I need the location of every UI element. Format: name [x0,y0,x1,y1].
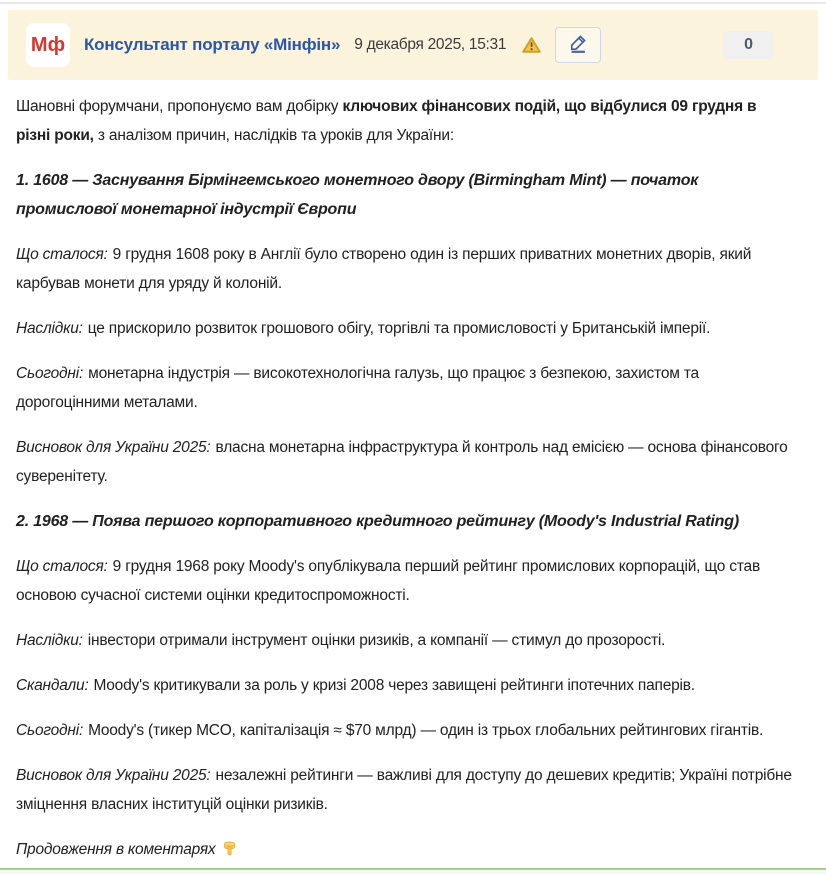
forum-post [8,10,818,867]
footer-text: Продовження в коментарях [16,841,216,858]
intro-text-before: Шановні форумчани, пропонуємо вам добірку [16,98,343,115]
post-body [8,80,818,867]
pencil-icon [567,32,589,59]
paragraph-text: 9 грудня 1968 року Moody's опублікувала перший рейтинг промислових корпорацій, що став основою сучасної системи оцінки кредитоспроможності. [16,558,761,604]
paragraph-text: Moody's критикували за роль у кризі 2008 через завищені рейтинги іпотечних паперів. [93,677,695,694]
paragraph-label: Висновок для України 2025: [16,439,211,456]
next-section-top-edge [0,868,826,874]
event-heading-2: 2. 1968 — Поява першого корпоративного кредитного рейтингу (Moody's Industrial Rating) [16,513,739,530]
paragraph-label: Сьогодні: [16,722,84,739]
edit-post-button[interactable] [555,27,601,63]
paragraph-label: Наслідки: [16,320,83,337]
intro-paragraph [16,92,792,150]
page-top-divider [0,2,826,4]
author-name-link[interactable]: Консультант порталу «Мінфін» [84,35,341,54]
paragraph-text: Moody's (тикер MCO, капіталізація ≈ $70 млрд) — один із трьох глобальних рейтингових гігантів. [88,722,764,739]
event-paragraph [16,240,792,298]
event-paragraph [16,359,792,417]
pointing-down-emoji [221,838,238,867]
paragraph-text: інвестори отримали інструмент оцінки ризиків, а компанії — стимул до прозорості. [87,632,666,649]
event-heading-1: 1. 1608 — Заснування Бірмінгемського монетного двору (Birmingham Mint) — початок промислової монетарної індустрії Європи [16,172,699,218]
comment-count-badge[interactable]: 0 [723,31,774,59]
paragraph-label: Наслідки: [16,632,83,649]
paragraph-label: Що сталося: [16,246,108,263]
paragraph-text: це прискорило розвиток грошового обігу, торгівлі та промисловості у Британській імперії. [87,320,711,337]
paragraph-text: власна монетарна інфраструктура й контроль над емісією — основа фінансового суверенітету. [16,439,788,485]
event-paragraph [16,761,792,819]
event-paragraph [16,626,792,655]
paragraph-text: монетарна індустрія — високотехнологічна галузь, що працює з безпекою, захистом та дорогоцінними металами. [16,365,699,411]
paragraph-text: 9 грудня 1608 року в Англії було створено один із перших приватних монетних дворів, який карбував монети для уряду й колоній. [16,246,752,292]
post-header [8,10,818,80]
paragraph-label: Висновок для України 2025: [16,767,211,784]
event-paragraph [16,433,792,491]
event-paragraph [16,671,792,700]
post-timestamp: 9 декабря 2025, 15:31 [354,36,507,53]
footer-note [16,835,792,867]
paragraph-label: Скандали: [16,677,89,694]
paragraph-label: Що сталося: [16,558,108,575]
avatar[interactable] [26,23,70,67]
event-paragraph [16,314,792,343]
paragraph-label: Сьогодні: [16,365,84,382]
warning-triangle-icon [522,36,541,54]
event-paragraph [16,716,792,745]
paragraph-text: незалежні рейтинги — важливі для доступу до дешевих кредитів; Україні потрібне зміцнення власних інституцій оцінки ризиків. [16,767,792,813]
intro-text-after: з аналізом причин, наслідків та уроків для України: [93,127,454,144]
avatar-initials: Мф [30,33,66,56]
event-paragraph [16,552,792,610]
intro-bold-text: ключових фінансових подій, що відбулися 09 грудня в різні роки, [16,98,757,144]
